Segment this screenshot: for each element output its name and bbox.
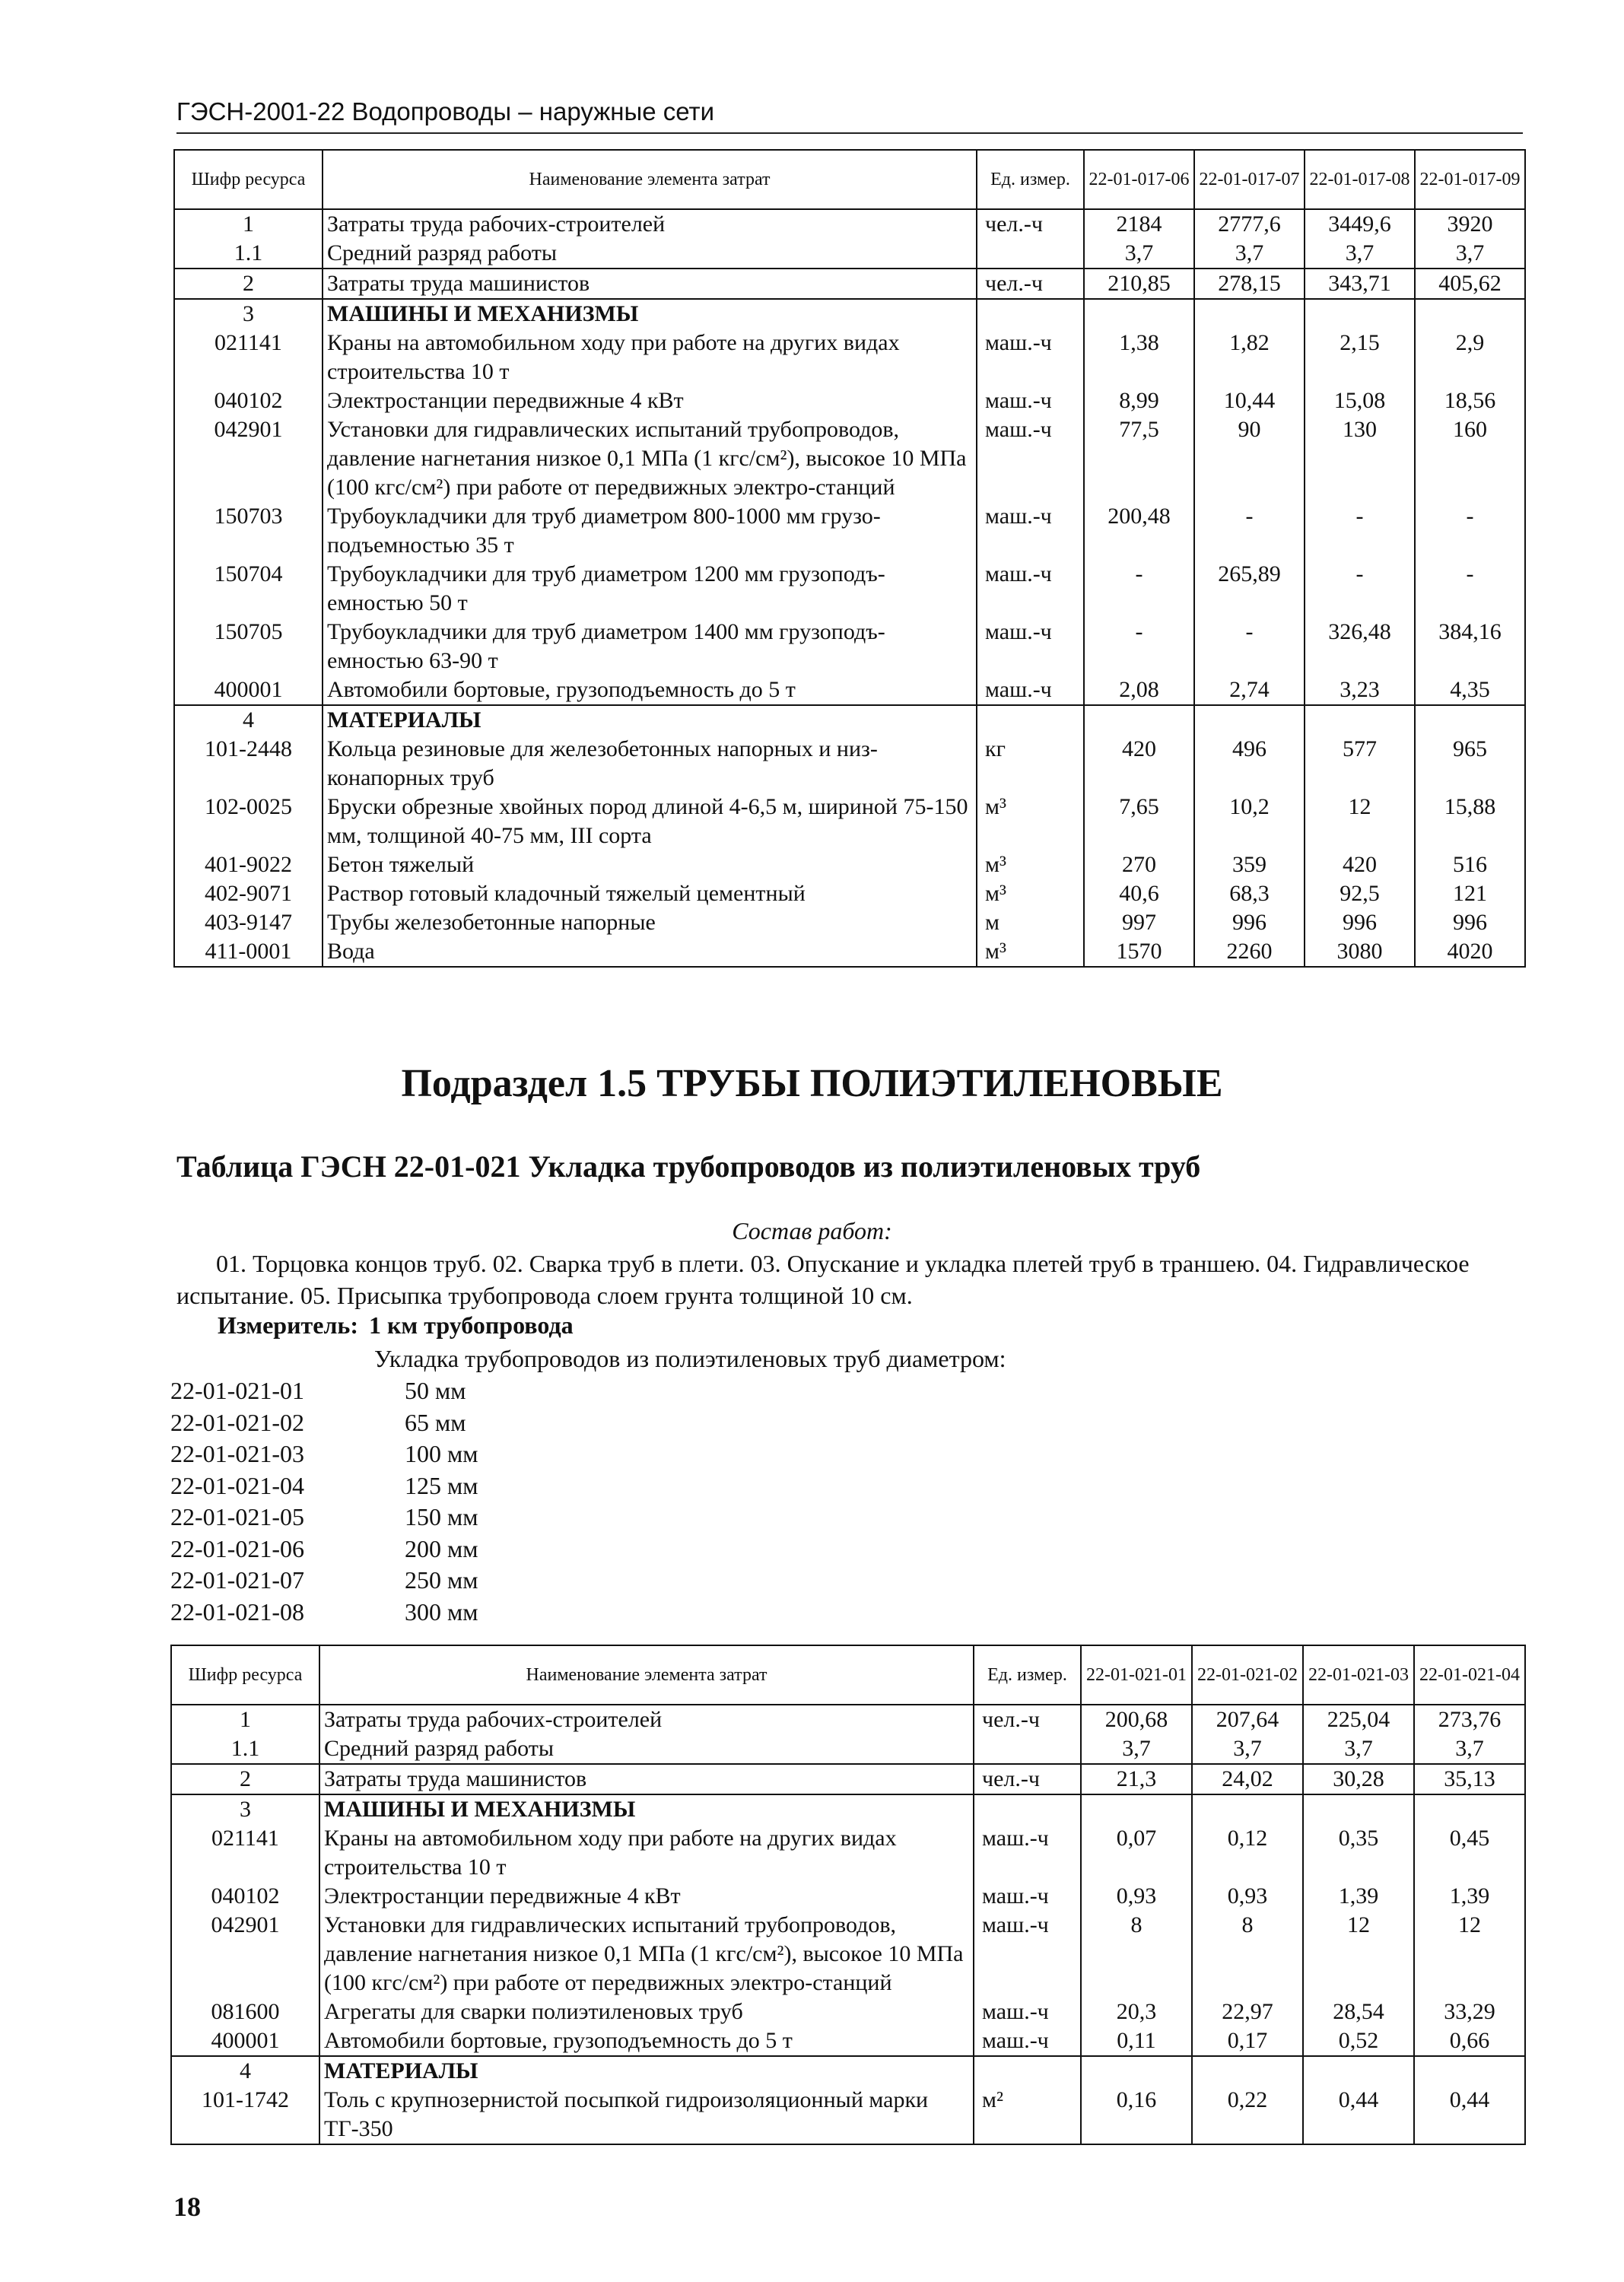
value-cell: 0,11 — [1081, 2026, 1192, 2056]
table-header-row — [171, 1645, 1525, 1705]
code-list-item — [170, 1470, 478, 1502]
resource-name-cell: Вода — [323, 937, 977, 967]
unit-cell: маш.-ч — [974, 1824, 1081, 1882]
value-cell: 2,15 — [1305, 329, 1415, 386]
subsection-title: Подраздел 1.5 ТРУБЫ ПОЛИЭТИЛЕНОВЫЕ — [401, 1062, 1223, 1105]
col-name-header: Наименование элемента затрат — [319, 1645, 974, 1705]
value-cell — [1084, 299, 1194, 329]
value-cell: 996 — [1415, 908, 1525, 937]
value-cell: 0,66 — [1414, 2026, 1525, 2056]
table-row — [171, 1882, 1525, 1911]
col-norm-header: 22-01-017-09 — [1415, 150, 1525, 209]
table-row — [174, 675, 1525, 705]
value-cell: 0,17 — [1192, 2026, 1303, 2056]
col-norm-header: 22-01-021-03 — [1303, 1645, 1414, 1705]
value-cell — [1081, 2056, 1192, 2086]
resource-code-cell: 150704 — [174, 560, 323, 618]
value-cell: 77,5 — [1084, 415, 1194, 502]
value-cell — [1084, 705, 1194, 735]
resource-code-cell: 400001 — [171, 2026, 319, 2056]
unit-cell: чел.-ч — [974, 1705, 1081, 1734]
value-cell — [1305, 705, 1415, 735]
table-row — [174, 560, 1525, 618]
unit-cell: чел.-ч — [974, 1764, 1081, 1794]
unit-cell: кг — [977, 735, 1084, 793]
unit-cell: м² — [974, 2086, 1081, 2144]
resource-code-cell: 402-9071 — [174, 879, 323, 908]
value-cell — [1415, 705, 1525, 735]
value-cell: 7,65 — [1084, 793, 1194, 850]
col-norm-header: 22-01-021-04 — [1414, 1645, 1525, 1705]
table-row — [171, 1794, 1525, 1824]
unit-cell: м³ — [977, 850, 1084, 879]
resource-name-cell: Затраты труда рабочих-строителей — [323, 209, 977, 239]
value-cell: 0,12 — [1192, 1824, 1303, 1882]
resource-code-cell: 2 — [174, 269, 323, 299]
code-list-item — [170, 1534, 478, 1565]
resource-code-cell: 1 — [174, 209, 323, 239]
value-cell: - — [1084, 618, 1194, 675]
value-cell: 24,02 — [1192, 1764, 1303, 1794]
value-cell: 1,38 — [1084, 329, 1194, 386]
col-norm-header: 22-01-017-06 — [1084, 150, 1194, 209]
value-cell: 265,89 — [1194, 560, 1305, 618]
value-cell: 2,74 — [1194, 675, 1305, 705]
value-cell: 0,52 — [1303, 2026, 1414, 2056]
unit-cell — [977, 239, 1084, 269]
code-list-description: Укладка трубопроводов из полиэтиленовых труб диаметром: — [374, 1345, 1006, 1372]
resource-name-cell: МАШИНЫ И МЕХАНИЗМЫ — [323, 299, 977, 329]
resource-code-cell: 1.1 — [174, 239, 323, 269]
col-norm-header: 22-01-021-01 — [1081, 1645, 1192, 1705]
value-cell: 0,45 — [1414, 1824, 1525, 1882]
unit-cell: маш.-ч — [977, 415, 1084, 502]
value-cell: 420 — [1305, 850, 1415, 879]
value-cell — [1192, 2056, 1303, 2086]
value-cell: 1,39 — [1303, 1882, 1414, 1911]
value-cell: 278,15 — [1194, 269, 1305, 299]
value-cell — [1303, 2056, 1414, 2086]
value-cell: 3920 — [1415, 209, 1525, 239]
unit-cell — [974, 1794, 1081, 1824]
norm-code: 22-01-021-08 — [170, 1597, 304, 1626]
value-cell: 1,82 — [1194, 329, 1305, 386]
value-cell: 384,16 — [1415, 618, 1525, 675]
value-cell: 1570 — [1084, 937, 1194, 967]
resource-code-cell: 150705 — [174, 618, 323, 675]
value-cell: 270 — [1084, 850, 1194, 879]
value-cell: 30,28 — [1303, 1764, 1414, 1794]
value-cell — [1414, 2056, 1525, 2086]
value-cell — [1194, 299, 1305, 329]
value-cell: 68,3 — [1194, 879, 1305, 908]
value-cell: 3,7 — [1084, 239, 1194, 269]
norm-code: 22-01-021-06 — [170, 1534, 304, 1562]
value-cell: 3,7 — [1192, 1734, 1303, 1764]
value-cell — [1414, 1794, 1525, 1824]
unit-cell: чел.-ч — [977, 269, 1084, 299]
code-list-item — [170, 1438, 478, 1470]
table-row — [174, 269, 1525, 299]
value-cell: 273,76 — [1414, 1705, 1525, 1734]
resource-name-cell: Агрегаты для сварки полиэтиленовых труб — [319, 1998, 974, 2026]
unit-cell: м³ — [977, 793, 1084, 850]
value-cell: 326,48 — [1305, 618, 1415, 675]
value-cell: 1,39 — [1414, 1882, 1525, 1911]
value-cell: 516 — [1415, 850, 1525, 879]
table-row — [174, 705, 1525, 735]
table-row — [171, 2086, 1525, 2144]
table-row — [171, 1911, 1525, 1998]
col-name-header: Наименование элемента затрат — [323, 150, 977, 209]
resource-code-cell: 102-0025 — [174, 793, 323, 850]
code-list-item — [170, 1375, 478, 1407]
value-cell: 359 — [1194, 850, 1305, 879]
value-cell: 3449,6 — [1305, 209, 1415, 239]
value-cell: 965 — [1415, 735, 1525, 793]
value-cell: 130 — [1305, 415, 1415, 502]
value-cell — [1192, 1794, 1303, 1824]
meter-label: Измеритель: — [218, 1311, 358, 1339]
resource-name-cell: МАТЕРИАЛЫ — [323, 705, 977, 735]
value-cell: 3,7 — [1081, 1734, 1192, 1764]
composition-heading: Состав работ: — [732, 1217, 892, 1244]
table-row — [174, 386, 1525, 415]
resource-name-cell: Краны на автомобильном ходу при работе на других видах строительства 10 т — [319, 1824, 974, 1882]
resource-name-cell: Электростанции передвижные 4 кВт — [323, 386, 977, 415]
value-cell: 577 — [1305, 735, 1415, 793]
resource-table-021 — [170, 1645, 1526, 2145]
table-row — [171, 1764, 1525, 1794]
resource-code-cell: 101-2448 — [174, 735, 323, 793]
value-cell: 121 — [1415, 879, 1525, 908]
unit-cell: маш.-ч — [977, 502, 1084, 560]
resource-name-cell: Трубоукладчики для труб диаметром 1200 мм грузоподъ-емностью 50 т — [323, 560, 977, 618]
value-cell: 0,93 — [1081, 1882, 1192, 1911]
resource-code-cell: 2 — [171, 1764, 319, 1794]
resource-table-017 — [173, 149, 1526, 968]
unit-cell: м — [977, 908, 1084, 937]
table-row — [171, 2026, 1525, 2056]
table-row — [174, 502, 1525, 560]
value-cell: 8,99 — [1084, 386, 1194, 415]
resource-name-cell: Установки для гидравлических испытаний трубопроводов, давление нагнетания низкое 0,1 МПа (1 кгс/см²), высокое 10 МПа (100 кгс/см²) при работе от передвижных электро-станций — [319, 1911, 974, 1998]
resource-code-cell: 4 — [174, 705, 323, 735]
code-list-item — [170, 1597, 478, 1629]
unit-cell: маш.-ч — [974, 1911, 1081, 1998]
resource-code-cell: 1 — [171, 1705, 319, 1734]
unit-cell: маш.-ч — [974, 1882, 1081, 1911]
table-row — [171, 1734, 1525, 1764]
value-cell: 160 — [1415, 415, 1525, 502]
value-cell: 15,08 — [1305, 386, 1415, 415]
value-cell: 0,44 — [1414, 2086, 1525, 2144]
value-cell: 3,23 — [1305, 675, 1415, 705]
norm-code: 22-01-021-01 — [170, 1377, 304, 1404]
value-cell — [1415, 299, 1525, 329]
value-cell: 996 — [1305, 908, 1415, 937]
resource-code-cell: 401-9022 — [174, 850, 323, 879]
value-cell: 3,7 — [1305, 239, 1415, 269]
value-cell: - — [1415, 560, 1525, 618]
value-cell: 22,97 — [1192, 1998, 1303, 2026]
pipe-diameter: 300 мм — [405, 1597, 478, 1626]
value-cell: 18,56 — [1415, 386, 1525, 415]
col-code-header: Шифр ресурса — [174, 150, 323, 209]
page-number: 18 — [173, 2191, 201, 2222]
value-cell: 35,13 — [1414, 1764, 1525, 1794]
pipe-diameter: 125 мм — [405, 1471, 478, 1499]
table-title: Таблица ГЭСН 22-01-021 Укладка трубопроводов из полиэтиленовых труб — [176, 1149, 1201, 1184]
composition-text: 01. Торцовка концов труб. 02. Сварка труб в плети. 03. Опускание и укладка плетей труб в траншею. 04. Гидравлическое испытание. 05. Присыпка трубопровода слоем грунта толщиной 10 см. — [176, 1250, 1470, 1309]
norm-code: 22-01-021-05 — [170, 1503, 304, 1530]
value-cell: 225,04 — [1303, 1705, 1414, 1734]
pipe-diameter: 250 мм — [405, 1566, 478, 1594]
value-cell: 12 — [1303, 1911, 1414, 1998]
unit-cell: маш.-ч — [977, 560, 1084, 618]
value-cell: 343,71 — [1305, 269, 1415, 299]
resource-code-cell: 403-9147 — [174, 908, 323, 937]
resource-code-cell: 021141 — [171, 1824, 319, 1882]
meter-value: 1 км трубопровода — [368, 1311, 574, 1339]
resource-name-cell: Средний разряд работы — [323, 239, 977, 269]
meter — [218, 1311, 574, 1340]
unit-cell — [974, 1734, 1081, 1764]
table-row — [174, 793, 1525, 850]
value-cell: 15,88 — [1415, 793, 1525, 850]
table-row — [174, 908, 1525, 937]
value-cell: 3,7 — [1194, 239, 1305, 269]
unit-cell: маш.-ч — [977, 329, 1084, 386]
code-list-item — [170, 1565, 478, 1597]
value-cell: 33,29 — [1414, 1998, 1525, 2026]
norm-code: 22-01-021-07 — [170, 1566, 304, 1594]
table-row — [171, 1705, 1525, 1734]
resource-name-cell: Средний разряд работы — [319, 1734, 974, 1764]
table-body — [174, 209, 1525, 967]
unit-cell: маш.-ч — [977, 618, 1084, 675]
value-cell: 200,48 — [1084, 502, 1194, 560]
value-cell: 2,08 — [1084, 675, 1194, 705]
value-cell — [1194, 705, 1305, 735]
value-cell: 207,64 — [1192, 1705, 1303, 1734]
resource-name-cell: Раствор готовый кладочный тяжелый цементный — [323, 879, 977, 908]
value-cell — [1303, 1794, 1414, 1824]
value-cell: 2184 — [1084, 209, 1194, 239]
resource-name-cell: Автомобили бортовые, грузоподъемность до 5 т — [323, 675, 977, 705]
resource-name-cell: МАШИНЫ И МЕХАНИЗМЫ — [319, 1794, 974, 1824]
value-cell: 3,7 — [1415, 239, 1525, 269]
value-cell: 0,93 — [1192, 1882, 1303, 1911]
col-norm-header: 22-01-021-02 — [1192, 1645, 1303, 1705]
value-cell: 28,54 — [1303, 1998, 1414, 2026]
unit-cell: чел.-ч — [977, 209, 1084, 239]
value-cell: 0,22 — [1192, 2086, 1303, 2144]
table-row — [174, 879, 1525, 908]
table-row — [174, 735, 1525, 793]
resource-code-cell: 3 — [174, 299, 323, 329]
unit-cell: м³ — [977, 879, 1084, 908]
unit-cell — [974, 2056, 1081, 2086]
value-cell: 10,44 — [1194, 386, 1305, 415]
unit-cell: маш.-ч — [977, 386, 1084, 415]
col-norm-header: 22-01-017-08 — [1305, 150, 1415, 209]
resource-name-cell: Установки для гидравлических испытаний трубопроводов, давление нагнетания низкое 0,1 МПа (1 кгс/см²), высокое 10 МПа (100 кгс/см²) при работе от передвижных электро-станций — [323, 415, 977, 502]
resource-code-cell: 1.1 — [171, 1734, 319, 1764]
resource-name-cell: Автомобили бортовые, грузоподъемность до 5 т — [319, 2026, 974, 2056]
resource-name-cell: Краны на автомобильном ходу при работе на других видах строительства 10 т — [323, 329, 977, 386]
pipe-diameter: 200 мм — [405, 1534, 478, 1562]
table-row — [174, 239, 1525, 269]
table-row — [174, 329, 1525, 386]
value-cell: 0,07 — [1081, 1824, 1192, 1882]
resource-name-cell: Бруски обрезные хвойных пород длиной 4-6,5 м, шириной 75-150 мм, толщиной 40-75 мм, III сорта — [323, 793, 977, 850]
value-cell — [1305, 299, 1415, 329]
value-cell: 3,7 — [1303, 1734, 1414, 1764]
value-cell: 2777,6 — [1194, 209, 1305, 239]
norm-code: 22-01-021-03 — [170, 1440, 304, 1467]
resource-name-cell: МАТЕРИАЛЫ — [319, 2056, 974, 2086]
resource-name-cell: Кольца резиновые для железобетонных напорных и низ-конапорных труб — [323, 735, 977, 793]
resource-code-cell: 411-0001 — [174, 937, 323, 967]
resource-code-cell: 021141 — [174, 329, 323, 386]
value-cell: 405,62 — [1415, 269, 1525, 299]
value-cell: 10,2 — [1194, 793, 1305, 850]
resource-code-cell: 042901 — [174, 415, 323, 502]
value-cell: - — [1305, 560, 1415, 618]
code-list — [170, 1375, 478, 1628]
unit-cell — [977, 299, 1084, 329]
value-cell: 2260 — [1194, 937, 1305, 967]
value-cell: 8 — [1192, 1911, 1303, 1998]
resource-code-cell: 081600 — [171, 1998, 319, 2026]
value-cell: 21,3 — [1081, 1764, 1192, 1794]
value-cell: 3,7 — [1414, 1734, 1525, 1764]
table-row — [174, 299, 1525, 329]
table-row — [174, 415, 1525, 502]
table-row — [174, 618, 1525, 675]
unit-cell: маш.-ч — [977, 675, 1084, 705]
value-cell: - — [1415, 502, 1525, 560]
value-cell: 0,16 — [1081, 2086, 1192, 2144]
resource-code-cell: 4 — [171, 2056, 319, 2086]
resource-name-cell: Трубоукладчики для труб диаметром 1400 мм грузоподъ-емностью 63-90 т — [323, 618, 977, 675]
value-cell: 40,6 — [1084, 879, 1194, 908]
unit-cell: маш.-ч — [974, 1998, 1081, 2026]
header-rule — [176, 132, 1523, 134]
resource-name-cell: Затраты труда рабочих-строителей — [319, 1705, 974, 1734]
pipe-diameter: 100 мм — [405, 1440, 478, 1467]
value-cell: 4020 — [1415, 937, 1525, 967]
table-header-row — [174, 150, 1525, 209]
value-cell: 8 — [1081, 1911, 1192, 1998]
resource-name-cell: Бетон тяжелый — [323, 850, 977, 879]
resource-name-cell: Толь с крупнозернистой посыпкой гидроизоляционный марки ТГ-350 — [319, 2086, 974, 2144]
col-unit-header: Ед. измер. — [977, 150, 1084, 209]
value-cell: 12 — [1305, 793, 1415, 850]
value-cell: - — [1194, 502, 1305, 560]
resource-code-cell: 3 — [171, 1794, 319, 1824]
value-cell: 4,35 — [1415, 675, 1525, 705]
table-row — [174, 937, 1525, 967]
table-row — [171, 2056, 1525, 2086]
value-cell: 3080 — [1305, 937, 1415, 967]
table-body — [171, 1705, 1525, 2144]
table-row — [171, 1998, 1525, 2026]
resource-name-cell: Электростанции передвижные 4 кВт — [319, 1882, 974, 1911]
value-cell: 200,68 — [1081, 1705, 1192, 1734]
value-cell: 90 — [1194, 415, 1305, 502]
table-row — [171, 1824, 1525, 1882]
code-list-item — [170, 1407, 478, 1439]
resource-name-cell: Затраты труда машинистов — [323, 269, 977, 299]
value-cell: - — [1194, 618, 1305, 675]
pipe-diameter: 50 мм — [405, 1377, 466, 1404]
resource-code-cell: 400001 — [174, 675, 323, 705]
resource-code-cell: 150703 — [174, 502, 323, 560]
col-unit-header: Ед. измер. — [974, 1645, 1081, 1705]
value-cell: 2,9 — [1415, 329, 1525, 386]
norm-code: 22-01-021-02 — [170, 1408, 304, 1436]
value-cell: 92,5 — [1305, 879, 1415, 908]
page-header: ГЭСН-2001-22 Водопроводы – наружные сети — [176, 97, 715, 126]
resource-code-cell: 101-1742 — [171, 2086, 319, 2144]
pipe-diameter: 65 мм — [405, 1408, 466, 1436]
resource-code-cell: 040102 — [174, 386, 323, 415]
value-cell: 20,3 — [1081, 1998, 1192, 2026]
resource-name-cell: Трубы железобетонные напорные — [323, 908, 977, 937]
pipe-diameter: 150 мм — [405, 1503, 478, 1530]
value-cell — [1081, 1794, 1192, 1824]
value-cell: 210,85 — [1084, 269, 1194, 299]
col-norm-header: 22-01-017-07 — [1194, 150, 1305, 209]
value-cell: - — [1084, 560, 1194, 618]
resource-code-cell: 040102 — [171, 1882, 319, 1911]
value-cell: 0,44 — [1303, 2086, 1414, 2144]
norm-code: 22-01-021-04 — [170, 1471, 304, 1499]
value-cell: 996 — [1194, 908, 1305, 937]
resource-name-cell: Затраты труда машинистов — [319, 1764, 974, 1794]
value-cell: 997 — [1084, 908, 1194, 937]
table-row — [174, 850, 1525, 879]
value-cell: 0,35 — [1303, 1824, 1414, 1882]
resource-code-cell: 042901 — [171, 1911, 319, 1998]
unit-cell: м³ — [977, 937, 1084, 967]
value-cell: 12 — [1414, 1911, 1525, 1998]
unit-cell: маш.-ч — [974, 2026, 1081, 2056]
unit-cell — [977, 705, 1084, 735]
table-row — [174, 209, 1525, 239]
col-code-header: Шифр ресурса — [171, 1645, 319, 1705]
resource-name-cell: Трубоукладчики для труб диаметром 800-1000 мм грузо-подъемностью 35 т — [323, 502, 977, 560]
value-cell: 420 — [1084, 735, 1194, 793]
code-list-item — [170, 1502, 478, 1534]
value-cell: 496 — [1194, 735, 1305, 793]
value-cell: - — [1305, 502, 1415, 560]
